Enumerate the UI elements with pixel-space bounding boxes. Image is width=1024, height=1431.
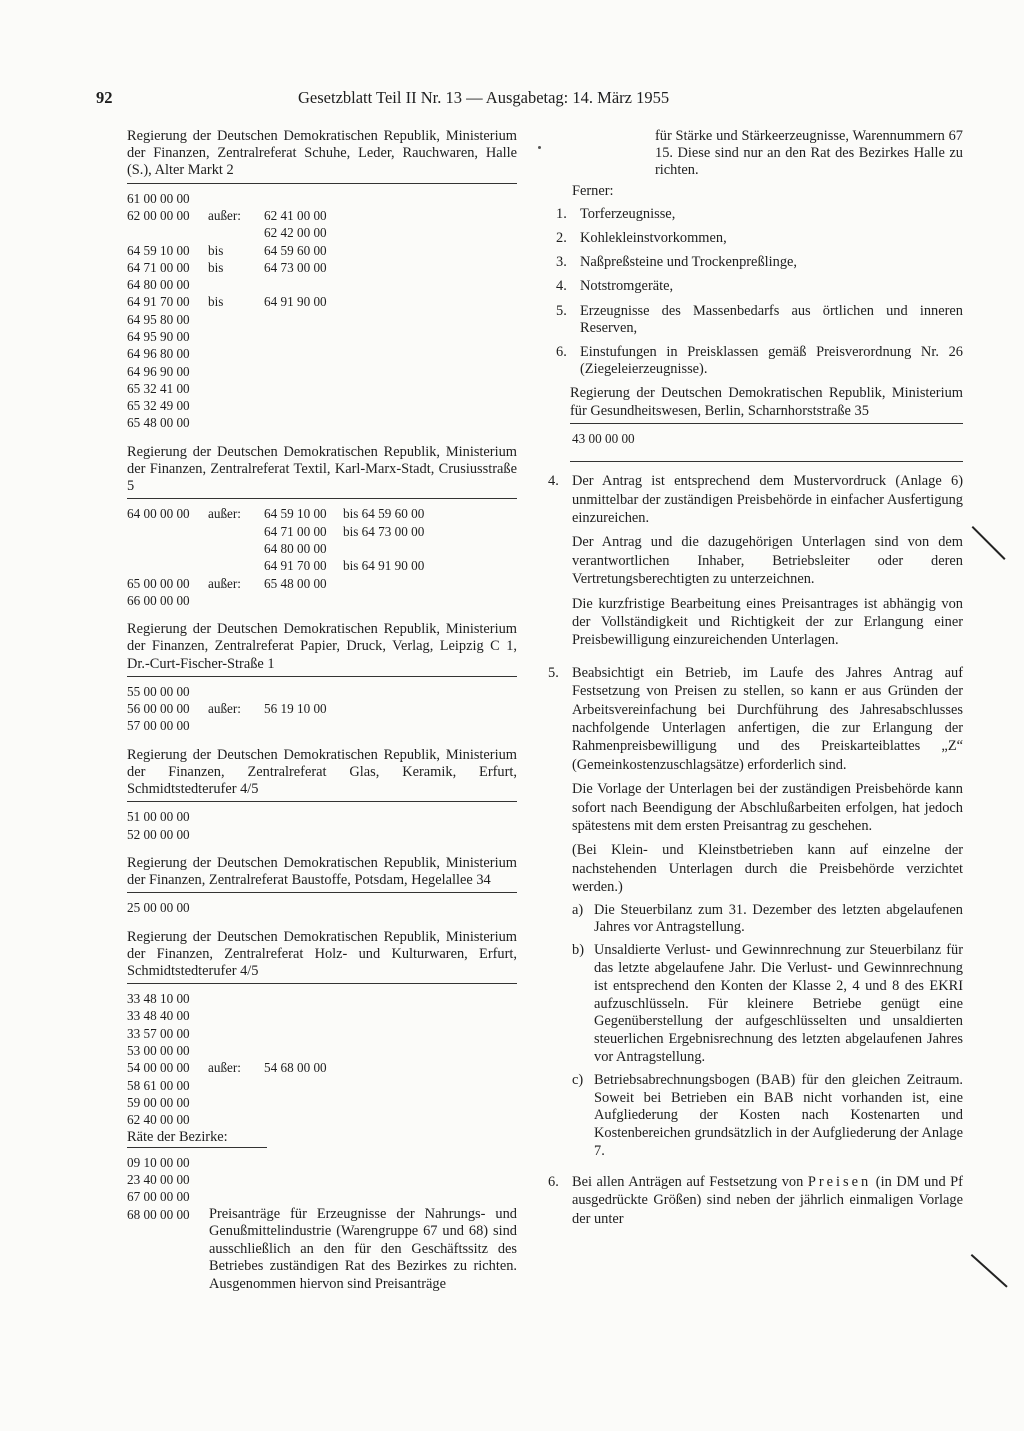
code-cell: 62 00 00 00 bbox=[127, 207, 190, 223]
code-row bbox=[127, 207, 517, 224]
paragraph-6-text-pre: Bei allen Anträgen auf Festsetzung von bbox=[572, 1173, 804, 1190]
paragraph-6 bbox=[548, 1173, 963, 1228]
code-cell: 64 80 00 00 bbox=[264, 540, 327, 556]
ferner-list bbox=[548, 206, 963, 379]
code-row bbox=[127, 1059, 517, 1076]
subitem-letter: a) bbox=[572, 901, 584, 918]
list-text: Notstromgeräte, bbox=[580, 278, 674, 295]
code-cell: 64 95 90 00 bbox=[127, 328, 190, 344]
list-item bbox=[548, 254, 963, 271]
list-item bbox=[548, 230, 963, 247]
divider bbox=[570, 423, 963, 424]
code-cell: 64 59 60 00 bbox=[264, 242, 327, 258]
code-cell: 61 00 00 00 bbox=[127, 190, 190, 206]
list-text: Einstufungen in Preisklassen gemäß Preisverordnung Nr. 26 (Ziegeleierzeugnisse). bbox=[580, 344, 963, 378]
list-item bbox=[548, 344, 963, 378]
list-number: 5. bbox=[556, 302, 567, 319]
code-cell: 33 57 00 00 bbox=[127, 1025, 190, 1041]
code-row bbox=[127, 1042, 517, 1059]
paragraph-number: 5. bbox=[548, 664, 559, 681]
right-column bbox=[548, 128, 963, 1228]
paragraph-5 bbox=[548, 664, 963, 774]
code-row bbox=[127, 259, 517, 276]
list-text: Erzeugnisse des Massenbedarfs aus örtlichen und inneren Reserven, bbox=[580, 302, 963, 336]
list-text: Torferzeugnisse, bbox=[580, 205, 676, 222]
code-cell: 65 48 00 00 bbox=[127, 415, 190, 431]
councils-heading-wrap bbox=[127, 1129, 267, 1148]
list-number: 4. bbox=[556, 278, 567, 295]
list-text: Naßpreßsteine und Trockenpreßlinge, bbox=[580, 254, 798, 271]
code-row bbox=[127, 592, 517, 609]
code-row bbox=[127, 717, 517, 734]
code-row bbox=[127, 414, 517, 431]
code-cell: 33 48 40 00 bbox=[127, 1008, 190, 1024]
code-row bbox=[127, 1111, 517, 1128]
code-cell: bis 64 91 90 00 bbox=[343, 558, 425, 574]
code-cell: 25 00 00 00 bbox=[127, 900, 190, 916]
authority-heading-wood: Regierung der Deutschen Demokratischen Republik, Ministerium der Finanzen, Zentralreferat Holz- und Kulturwaren, Erfurt, Schmidtstedterufer 4/5 bbox=[127, 928, 517, 979]
subitem-b-text: Unsaldierte Verlust- und Gewinnrechnung zur Steuerbilanz für das letzte abgelaufene Jahr. Die Verlust- und Gewinnrechnung ist entsprechend den Konten der Klasse 2, 4 und 8 des EKRI aufzuschlüsseln. Für kleinere Betriebe genügt eine Gegenüberstellung der aufgeschlüsselten und unsaldierten steuerlichen Ergebnisrechnung des letzten abgelaufenen Jahres vor Antragstellung. bbox=[594, 942, 963, 1066]
code-cell: 56 19 10 00 bbox=[264, 701, 327, 717]
code-row bbox=[127, 557, 517, 574]
divider bbox=[127, 1147, 267, 1148]
councils-heading: Räte der Bezirke: bbox=[127, 1128, 228, 1145]
code-row bbox=[127, 700, 517, 717]
code-cell: 64 59 10 00 bbox=[127, 242, 190, 258]
code-cell: bis 64 59 60 00 bbox=[343, 506, 425, 522]
subitem-letter: c) bbox=[572, 1071, 584, 1088]
divider bbox=[570, 461, 963, 462]
code-cell: außer: bbox=[208, 207, 241, 223]
subitem-c bbox=[548, 1072, 963, 1161]
code-68: 68 00 00 00 bbox=[127, 1206, 190, 1222]
code-cell: 65 00 00 00 bbox=[127, 575, 190, 591]
paragraph-4-text-1: Der Antrag ist entsprechend dem Mustervordruck (Anlage 6) unmittelbar der zuständigen Preisbehörde in einfacher Ausfertigung einzureichen. bbox=[572, 473, 963, 526]
code-cell: außer: bbox=[208, 575, 241, 591]
code-row bbox=[127, 1007, 517, 1024]
code-cell: 64 91 90 00 bbox=[264, 294, 327, 310]
left-column bbox=[127, 128, 517, 1294]
code-cell: 64 71 00 00 bbox=[127, 259, 190, 275]
scan-dot bbox=[538, 146, 541, 149]
code-row bbox=[127, 683, 517, 700]
code-cell: außer: bbox=[208, 506, 241, 522]
list-item bbox=[548, 303, 963, 337]
code-row bbox=[127, 293, 517, 310]
code-cell: 62 40 00 00 bbox=[127, 1112, 190, 1128]
code-cell: 65 32 41 00 bbox=[127, 380, 190, 396]
code-cell: bis 64 73 00 00 bbox=[343, 523, 425, 539]
code-cell: 55 00 00 00 bbox=[127, 683, 190, 699]
code-list-shoes bbox=[127, 190, 517, 432]
code-row bbox=[127, 224, 517, 241]
code-list-wood bbox=[127, 990, 517, 1128]
paragraph-5-text-2: Die Vorlage der Unterlagen bei der zuständigen Preisbehörde kann sofort nach Beendigung der Abschlußarbeiten erfolgen, hat jedoch spätestens mit dem ersten Preisantrag zu geschehen. bbox=[572, 781, 963, 835]
code-row bbox=[127, 1025, 517, 1042]
code-row bbox=[127, 899, 517, 916]
code-row bbox=[127, 540, 517, 557]
divider bbox=[127, 183, 517, 184]
list-item bbox=[548, 278, 963, 295]
code-row bbox=[127, 276, 517, 293]
code-68-entry bbox=[127, 1206, 517, 1294]
code-cell: 64 96 80 00 bbox=[127, 346, 190, 362]
code-health: 43 00 00 00 bbox=[572, 430, 635, 446]
page-number: 92 bbox=[96, 88, 113, 107]
code-cell: außer: bbox=[208, 1060, 241, 1076]
code-row bbox=[127, 1154, 517, 1171]
code-cell: 52 00 00 00 bbox=[127, 826, 190, 842]
code-row bbox=[127, 575, 517, 592]
code-row bbox=[127, 328, 517, 345]
ferner-label: Ferner: bbox=[572, 182, 614, 199]
code-row bbox=[127, 242, 517, 259]
subitem-letter: b) bbox=[572, 942, 584, 959]
paragraph-5-text-1: Beabsichtigt ein Betrieb, im Laufe des Jahres Antrag auf Festsetzung von Preisen zu stellen, so kann er aus Gründen der Arbeitsvereinfachung bei Durchführung des Jahresabschlusses nachfolgende Unterlagen anfertigen, die zur Erlangung der Rahmenpreisbewilligung und des Preiskarteiblattes „Z“ (Gemeinkostenzuschlagsätze) erforderlich sind. bbox=[572, 664, 963, 773]
authority-heading-building: Regierung der Deutschen Demokratischen Republik, Ministerium der Finanzen, Zentralreferat Baustoffe, Potsdam, Hegelallee 34 bbox=[127, 854, 517, 889]
code-cell: bis bbox=[208, 294, 224, 310]
code-row bbox=[127, 505, 517, 522]
paragraph-5-text-3: (Bei Klein- und Kleinstbetrieben kann auf einzelne der nachstehenden Unterlagen durch die Preisbehörde verzichtet werden.) bbox=[572, 842, 963, 896]
code-cell: 64 80 00 00 bbox=[127, 277, 190, 293]
code-list-glass bbox=[127, 808, 517, 843]
code-row bbox=[127, 826, 517, 843]
list-text: Kohlekleinstvorkommen, bbox=[580, 230, 727, 247]
code-cell: bis bbox=[208, 259, 224, 275]
authority-heading-textile: Regierung der Deutschen Demokratischen Republik, Ministerium der Finanzen, Zentralreferat Textil, Karl-Marx-Stadt, Crusiusstraße 5 bbox=[127, 443, 517, 495]
header-title: Gesetzblatt Teil II Nr. 13 — Ausgabetag: 14. März 1955 bbox=[298, 88, 670, 107]
code-row bbox=[127, 990, 517, 1007]
divider bbox=[127, 801, 517, 802]
code-row bbox=[127, 1171, 517, 1188]
continuation-text: für Stärke und Stärkeerzeugnisse, Warennummern 67 15. Diese sind nur an den Rat des Bezirkes Halle zu richten. bbox=[655, 128, 963, 179]
code-cell: 09 10 00 00 bbox=[127, 1154, 190, 1170]
list-number: 2. bbox=[556, 230, 567, 247]
code-cell: 56 00 00 00 bbox=[127, 701, 190, 717]
code-cell: bis bbox=[208, 242, 224, 258]
subitem-a-text: Die Steuerbilanz zum 31. Dezember des letzten abgelaufenen Jahres vor Antragstellung. bbox=[594, 901, 963, 936]
code-cell: 65 32 49 00 bbox=[127, 398, 190, 414]
code-68-text: Preisanträge für Erzeugnisse der Nahrungs- und Genußmittelindustrie (Warengruppe 67 und 68) sind ausschließlich an den für den Geschäftssitz des Betriebes zuständigen Rat des Bezirkes zu richten. Ausgenommen hiervon sind Preisanträge bbox=[209, 1205, 517, 1293]
authority-heading-shoes: Regierung der Deutschen Demokratischen Republik, Ministerium der Finanzen, Zentralreferat Schuhe, Leder, Rauchwaren, Halle (S.), Alter Markt 2 bbox=[127, 128, 517, 179]
list-number: 3. bbox=[556, 254, 567, 271]
code-cell: 64 91 70 00 bbox=[264, 558, 327, 574]
code-row bbox=[127, 1077, 517, 1094]
code-cell: 64 73 00 00 bbox=[264, 259, 327, 275]
divider bbox=[127, 892, 517, 893]
code-cell: 64 96 90 00 bbox=[127, 363, 190, 379]
code-cell: 62 42 00 00 bbox=[264, 225, 327, 241]
code-cell: 64 59 10 00 bbox=[264, 506, 327, 522]
code-cell: 64 71 00 00 bbox=[264, 523, 327, 539]
code-cell: 54 68 00 00 bbox=[264, 1060, 327, 1076]
code-cell: 33 48 10 00 bbox=[127, 991, 190, 1007]
code-cell: 65 48 00 00 bbox=[264, 575, 327, 591]
code-cell: 23 40 00 00 bbox=[127, 1172, 190, 1188]
code-cell: 62 41 00 00 bbox=[264, 207, 327, 223]
code-cell: 64 91 70 00 bbox=[127, 294, 190, 310]
subitem-b bbox=[548, 942, 963, 1067]
paragraph-4-text-2: Der Antrag und die dazugehörigen Unterlagen sind von dem verantwortlichen Inhaber, Betriebsleiter oder deren Vertretungsberechtigten zu unterzeichnen. bbox=[572, 534, 963, 588]
code-cell: 66 00 00 00 bbox=[127, 592, 190, 608]
subitem-a bbox=[548, 902, 963, 938]
paragraph-number: 6. bbox=[548, 1173, 559, 1190]
code-cell: 53 00 00 00 bbox=[127, 1043, 190, 1059]
page-header bbox=[96, 88, 766, 110]
authority-heading-glass: Regierung der Deutschen Demokratischen Republik, Ministerium der Finanzen, Zentralreferat Glas, Keramik, Erfurt, Schmidtstedterufer 4/5 bbox=[127, 746, 517, 798]
code-row bbox=[127, 363, 517, 380]
code-row bbox=[127, 397, 517, 414]
authority-heading-paper: Regierung der Deutschen Demokratischen Republik, Ministerium der Finanzen, Zentralreferat Papier, Druck, Verlag, Leipzig C 1, Dr.-Curt-Fischer-Straße 1 bbox=[127, 621, 517, 672]
code-cell: 58 61 00 00 bbox=[127, 1077, 190, 1093]
code-cell: außer: bbox=[208, 701, 241, 717]
code-list-councils bbox=[127, 1154, 517, 1206]
code-cell: 51 00 00 00 bbox=[127, 809, 190, 825]
code-row bbox=[127, 345, 517, 362]
margin-mark bbox=[971, 1254, 1008, 1287]
code-cell: 64 00 00 00 bbox=[127, 506, 190, 522]
margin-mark bbox=[972, 526, 1006, 560]
code-cell: 64 95 80 00 bbox=[127, 311, 190, 327]
code-row bbox=[127, 1094, 517, 1111]
divider bbox=[127, 983, 517, 984]
divider bbox=[127, 676, 517, 677]
code-row bbox=[127, 808, 517, 825]
code-list-building bbox=[127, 899, 517, 916]
code-cell: 59 00 00 00 bbox=[127, 1094, 190, 1110]
list-item bbox=[548, 206, 963, 223]
paragraph-number: 4. bbox=[548, 473, 559, 490]
authority-heading-health: Regierung der Deutschen Demokratischen Republik, Ministerium für Gesundheitswesen, Berlin, Scharnhorststraße 35 bbox=[570, 385, 963, 419]
paragraph-6-text-spaced: Preisen bbox=[807, 1173, 872, 1190]
list-number: 1. bbox=[556, 205, 567, 222]
divider bbox=[127, 498, 517, 499]
paragraph-4-text-3: Die kurzfristige Bearbeitung eines Preisantrages ist abhängig von der Vollständigkeit und Richtigkeit der zur Erlangung einer Preisbewilligung einzureichenden Unterlagen. bbox=[572, 595, 963, 649]
code-row bbox=[127, 380, 517, 397]
code-row bbox=[127, 190, 517, 207]
paragraph-6-text-post: (in DM und Pf ausgedrückte Größen) sind neben der jährlich einmaligen Vorlage der unter bbox=[572, 1173, 963, 1227]
code-row bbox=[127, 1188, 517, 1205]
code-cell: 57 00 00 00 bbox=[127, 718, 190, 734]
code-row bbox=[127, 311, 517, 328]
paragraph-4 bbox=[548, 472, 963, 527]
subitem-c-text: Betriebsabrechnungsbogen (BAB) für den gleichen Zeitraum. Soweit bei Betrieben ein BAB nicht vorhanden ist, eine Aufgliederung der Kosten nach Kostenarten und Kostenbereichen grundsätzlich in der Aufgliederung der Anlage 7. bbox=[594, 1071, 963, 1160]
code-row bbox=[127, 523, 517, 540]
code-list-paper bbox=[127, 683, 517, 735]
list-number: 6. bbox=[556, 344, 567, 361]
code-list-textile bbox=[127, 505, 517, 609]
code-cell: 67 00 00 00 bbox=[127, 1189, 190, 1205]
code-cell: 54 00 00 00 bbox=[127, 1060, 190, 1076]
